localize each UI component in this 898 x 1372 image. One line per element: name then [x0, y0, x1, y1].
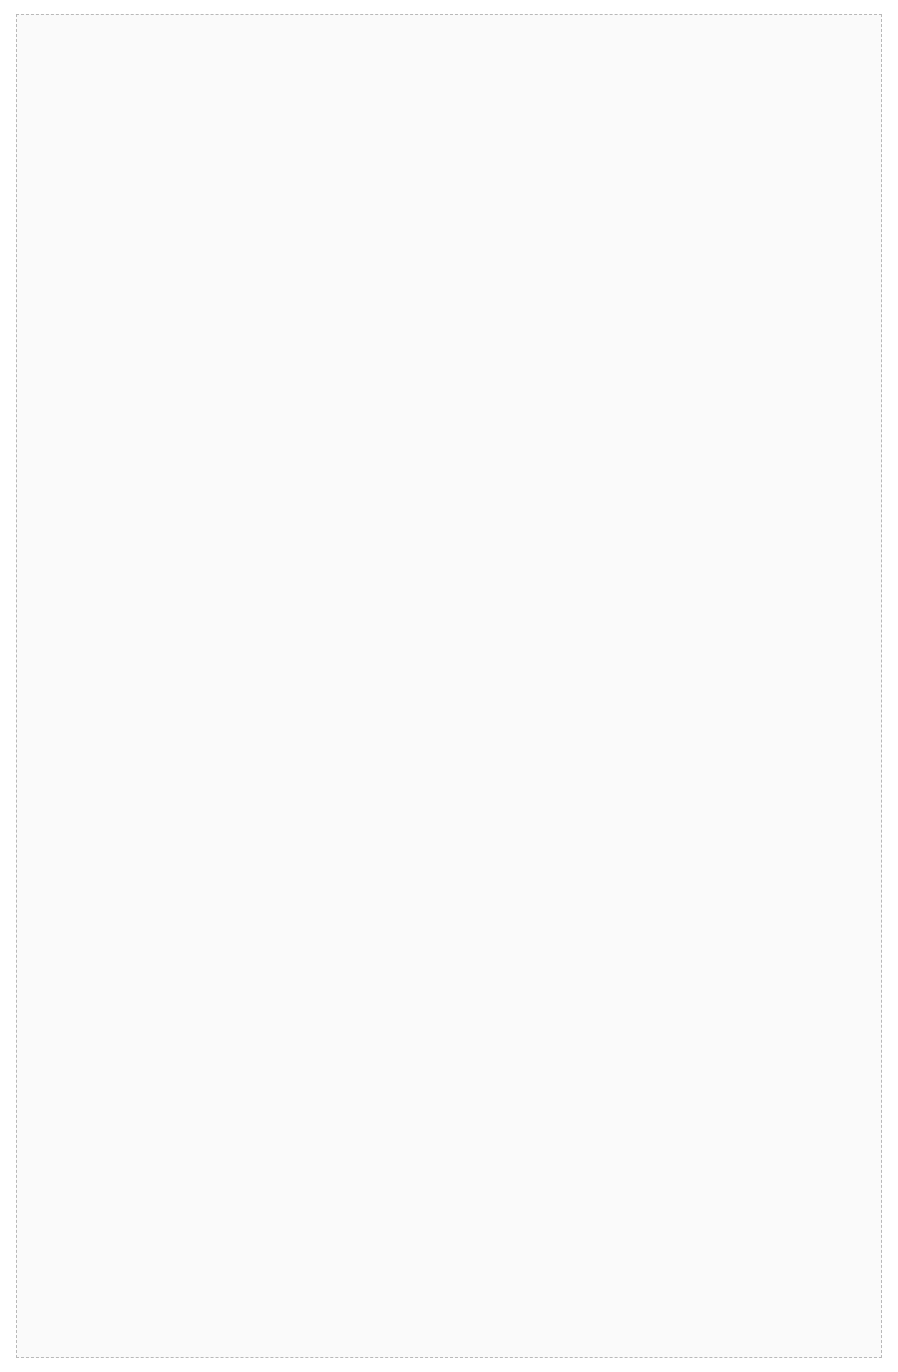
missing-screenshot-notice	[16, 14, 882, 1358]
